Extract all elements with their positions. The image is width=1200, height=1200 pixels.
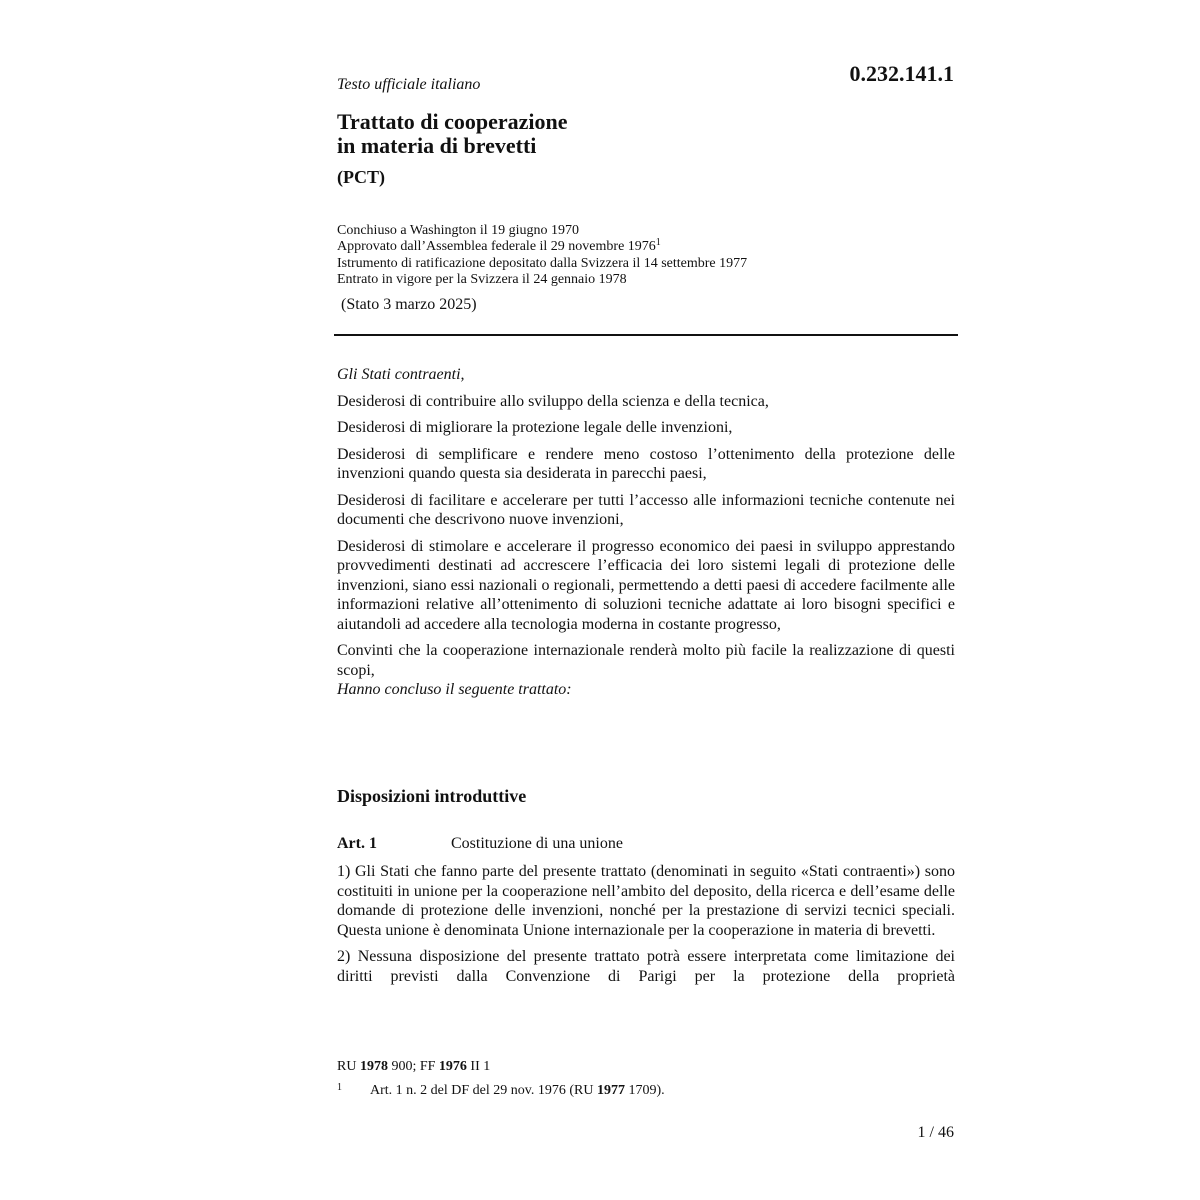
meta-approved: Approvato dall’Assemblea federale il 29 novembre 1976: [337, 239, 656, 255]
preamble-paragraph: Desiderosi di stimolare e accelerare il progresso economico dei paesi in sviluppo apprestando provvedimenti destinati ad accrescere l’efficacia dei loro sistemi legali di protezione delle invenzioni, siano essi nazionali o regionali, permettendo a detti paesi di accedere facilmente alle informazioni relative all’ottenimento di soluzioni tecniche adattate ai loro bisogni specifici e aiutandoli ad accedere alla tecnologia moderna in costante progresso,: [337, 537, 955, 633]
section-heading: Disposizioni introduttive: [337, 786, 527, 806]
footnote-year: 1977: [596, 1083, 625, 1098]
preamble-intro: Gli Stati contraenti,: [337, 366, 465, 383]
header-divider: [334, 334, 958, 336]
ref-year-1: 1978: [359, 1059, 388, 1074]
article-title: Costituzione di una unione: [451, 835, 623, 852]
meta-concluded: Conchiuso a Washington il 19 giugno 1970: [337, 223, 580, 238]
article-body: [337, 862, 955, 993]
title-line-2: in materia di brevetti: [337, 133, 537, 158]
article-heading: [337, 834, 955, 854]
preamble-closing: Hanno concluso il seguente trattato:: [337, 681, 572, 698]
document-metadata: [337, 223, 747, 288]
meta-ratification: Istrumento di ratificazione depositato dalla Svizzera il 14 settembre 1977: [337, 255, 748, 271]
footnote: [337, 1079, 665, 1099]
footnote-mark: 1: [337, 1082, 342, 1093]
meta-approved-line: [337, 239, 747, 255]
preamble-paragraph: Desiderosi di contribuire allo sviluppo della scienza e della tecnica,: [337, 392, 769, 410]
preamble-paragraph: Desiderosi di semplificare e rendere meno costoso l’ottenimento della protezione delle invenzioni quando questa sia desiderata in parecchi paesi,: [337, 445, 955, 482]
page-number: 1 / 46: [917, 1124, 954, 1141]
meta-in-force: Entrato in vigore per la Svizzera il 24 gennaio 1978: [337, 271, 627, 287]
title-line-1: Trattato di cooperazione: [337, 109, 568, 134]
article-paragraph: 1) Gli Stati che fanno parte del presente trattato (denominati in seguito «Stati contraenti») sono costituiti in unione per la cooperazione nell’ambito del deposito, della ricerca e dell’esame delle domande di protezione delle invenzioni, nonché per la prestazione di servizi tecnici speciali. Questa unione è denominata Unione internazionale per la cooperazione in materia di brevetti.: [337, 863, 955, 939]
preamble-paragraph: Desiderosi di facilitare e accelerare per tutti l’accesso alle informazioni tecniche contenute nei documenti che descrivono nuove invenzioni,: [337, 491, 955, 528]
article-paragraph: 2) Nessuna disposizione del presente trattato potrà essere interpretata come limitazione dei diritti previsti dalla Convenzione di Parigi per la protezione della proprietà: [337, 948, 955, 985]
ref-year-2: 1976: [438, 1059, 467, 1074]
footnote-reference[interactable]: 1: [655, 237, 661, 249]
preamble-paragraph: Desiderosi di migliorare la protezione legale delle invenzioni,: [337, 419, 733, 436]
sr-number: 0.232.141.1: [849, 61, 954, 86]
ref-suffix: II 1: [470, 1059, 491, 1074]
article-number: Art. 1: [337, 835, 377, 852]
official-text-label: Testo ufficiale italiano: [337, 76, 481, 93]
source-reference: [337, 1058, 490, 1075]
footnote-text: Art. 1 n. 2 del DF del 29 nov. 1976 (RU: [370, 1083, 594, 1098]
status-date: (Stato 3 marzo 2025): [341, 296, 477, 313]
preamble: [337, 365, 955, 707]
ref-mid: 900; FF: [391, 1059, 436, 1074]
document-title: [337, 110, 568, 158]
footnote-end: 1709).: [628, 1083, 665, 1098]
preamble-paragraph: Convinti che la cooperazione internazionale renderà molto più facile la realizzazione di questi scopi,: [337, 642, 955, 679]
title-abbreviation: (PCT): [337, 167, 385, 187]
ref-prefix: RU: [337, 1059, 357, 1074]
